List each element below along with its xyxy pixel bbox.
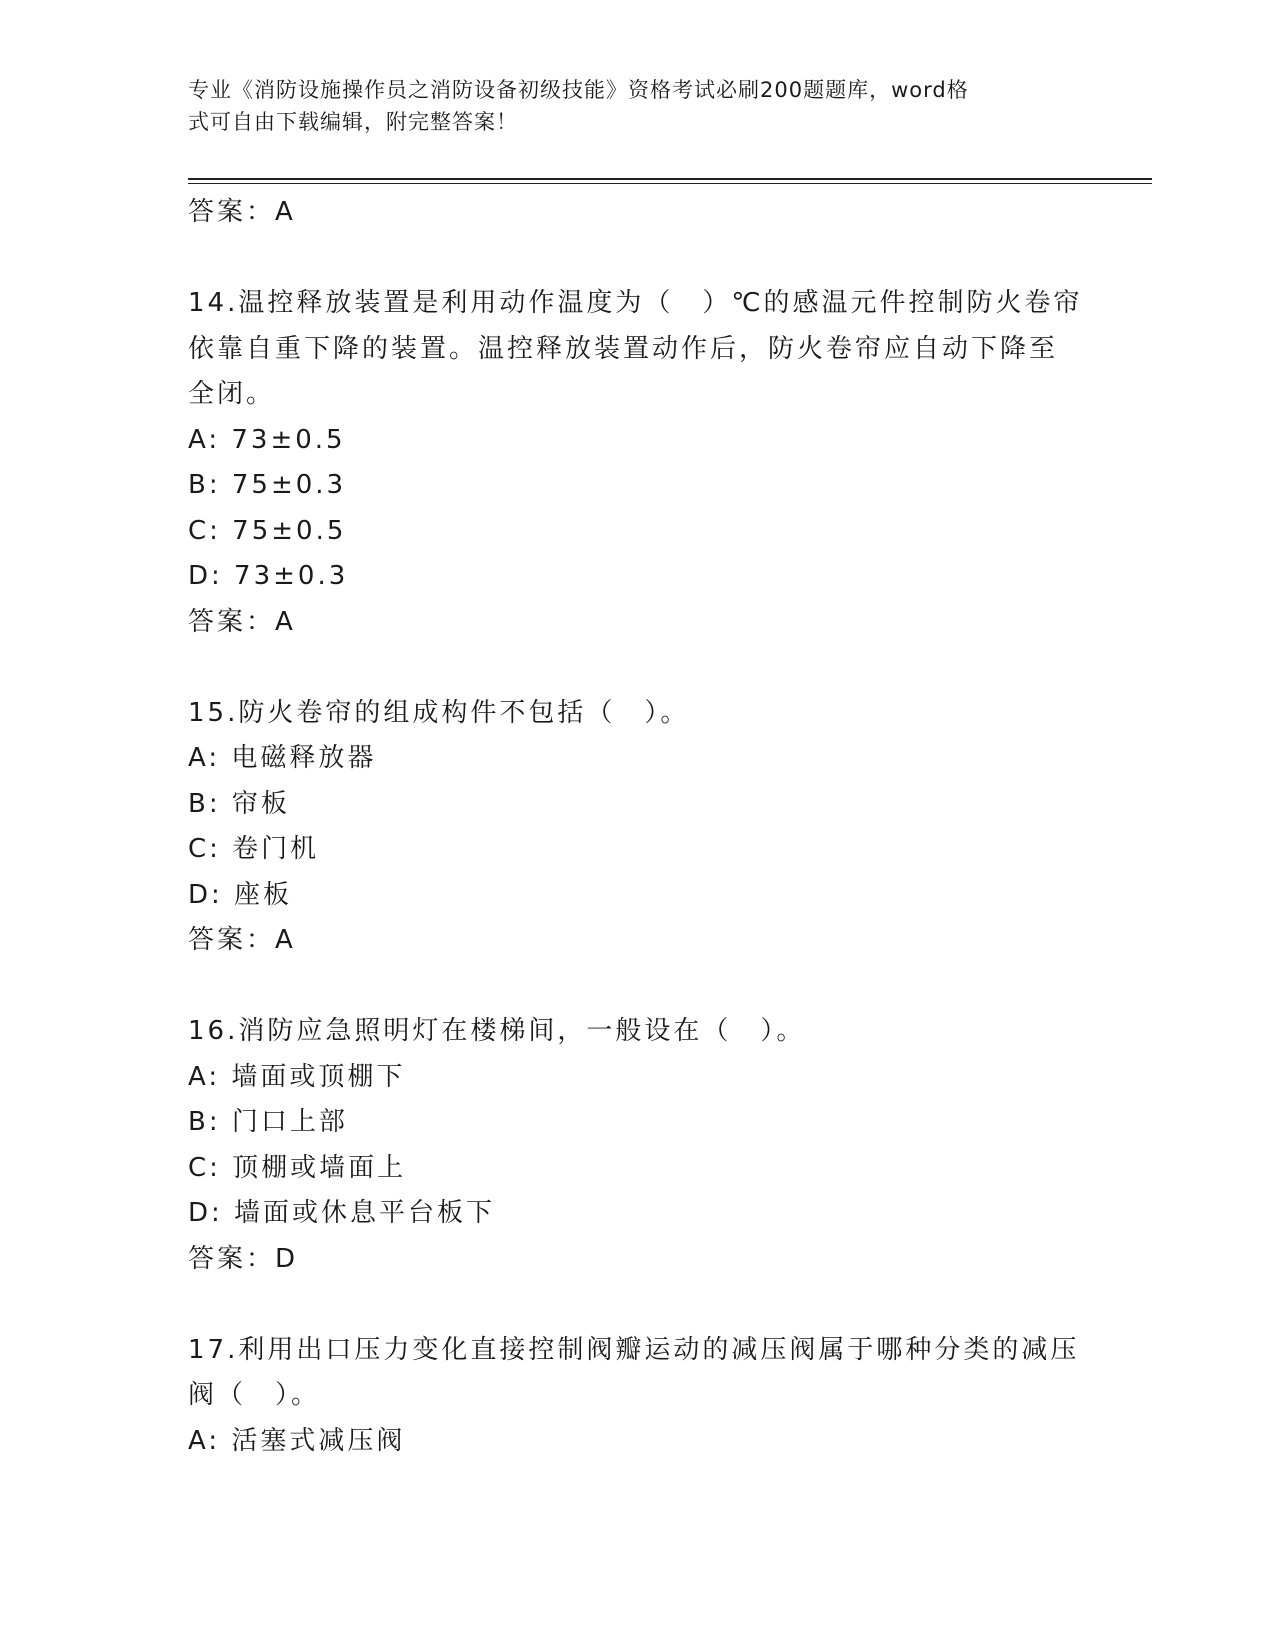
spacer (188, 645, 1088, 691)
question-text-line: 16.消防应急照明灯在楼梯间，一般设在（ ）。 (188, 1016, 806, 1046)
header-line-2: 式可自由下载编辑，附完整答案！ (188, 110, 518, 134)
option-b: B: 75±0.3 (188, 470, 347, 500)
question-14 (188, 281, 1088, 645)
option-a: A: 活塞式减压阀 (188, 1425, 406, 1456)
previous-answer: 答案：A (188, 197, 296, 227)
document-header (188, 74, 1088, 138)
option-c: C: 顶棚或墙面上 (188, 1152, 407, 1183)
option-d: D: 墙面或休息平台板下 (188, 1198, 496, 1228)
option-c: C: 75±0.5 (188, 515, 347, 546)
header-line-1: 专业《消防设施操作员之消防设备初级技能》资格考试必刷200题题库，word格 (188, 78, 969, 102)
question-16 (188, 1009, 1088, 1282)
option-a: A: 墙面或顶棚下 (188, 1061, 406, 1092)
option-d: D: 73±0.3 (188, 561, 349, 591)
question-text-line: 全闭。 (188, 379, 276, 409)
option-a: A: 电磁释放器 (188, 743, 377, 773)
option-b: B: 帘板 (188, 788, 290, 819)
question-text-line: 依靠自重下降的装置。温控释放装置动作后，防火卷帘应自动下降至 (188, 333, 1059, 364)
question-17 (188, 1328, 1088, 1465)
question-15 (188, 691, 1088, 964)
answer: 答案：A (188, 606, 296, 637)
answer: 答案：A (188, 925, 296, 955)
spacer (188, 236, 1088, 282)
header-rule-thick (188, 178, 1152, 180)
option-c: C: 卷门机 (188, 834, 320, 864)
question-text-line: 15.防火卷帘的组成构件不包括（ ）。 (188, 697, 690, 728)
option-a: A: 73±0.5 (188, 424, 346, 455)
question-text-line: 14.温控释放装置是利用动作温度为（ ）℃的感温元件控制防火卷帘 (188, 288, 1083, 318)
question-text-line: 17.利用出口压力变化直接控制阀瓣运动的减压阀属于哪种分类的减压 (188, 1334, 1080, 1365)
header-rule-thin (188, 183, 1152, 184)
spacer (188, 964, 1088, 1010)
option-d: D: 座板 (188, 879, 293, 910)
question-text-line: 阀（ ）。 (188, 1380, 321, 1410)
spacer (188, 1282, 1088, 1328)
question-list (188, 190, 1088, 1464)
option-b: B: 门口上部 (188, 1107, 348, 1137)
answer: 答案：D (188, 1243, 299, 1274)
